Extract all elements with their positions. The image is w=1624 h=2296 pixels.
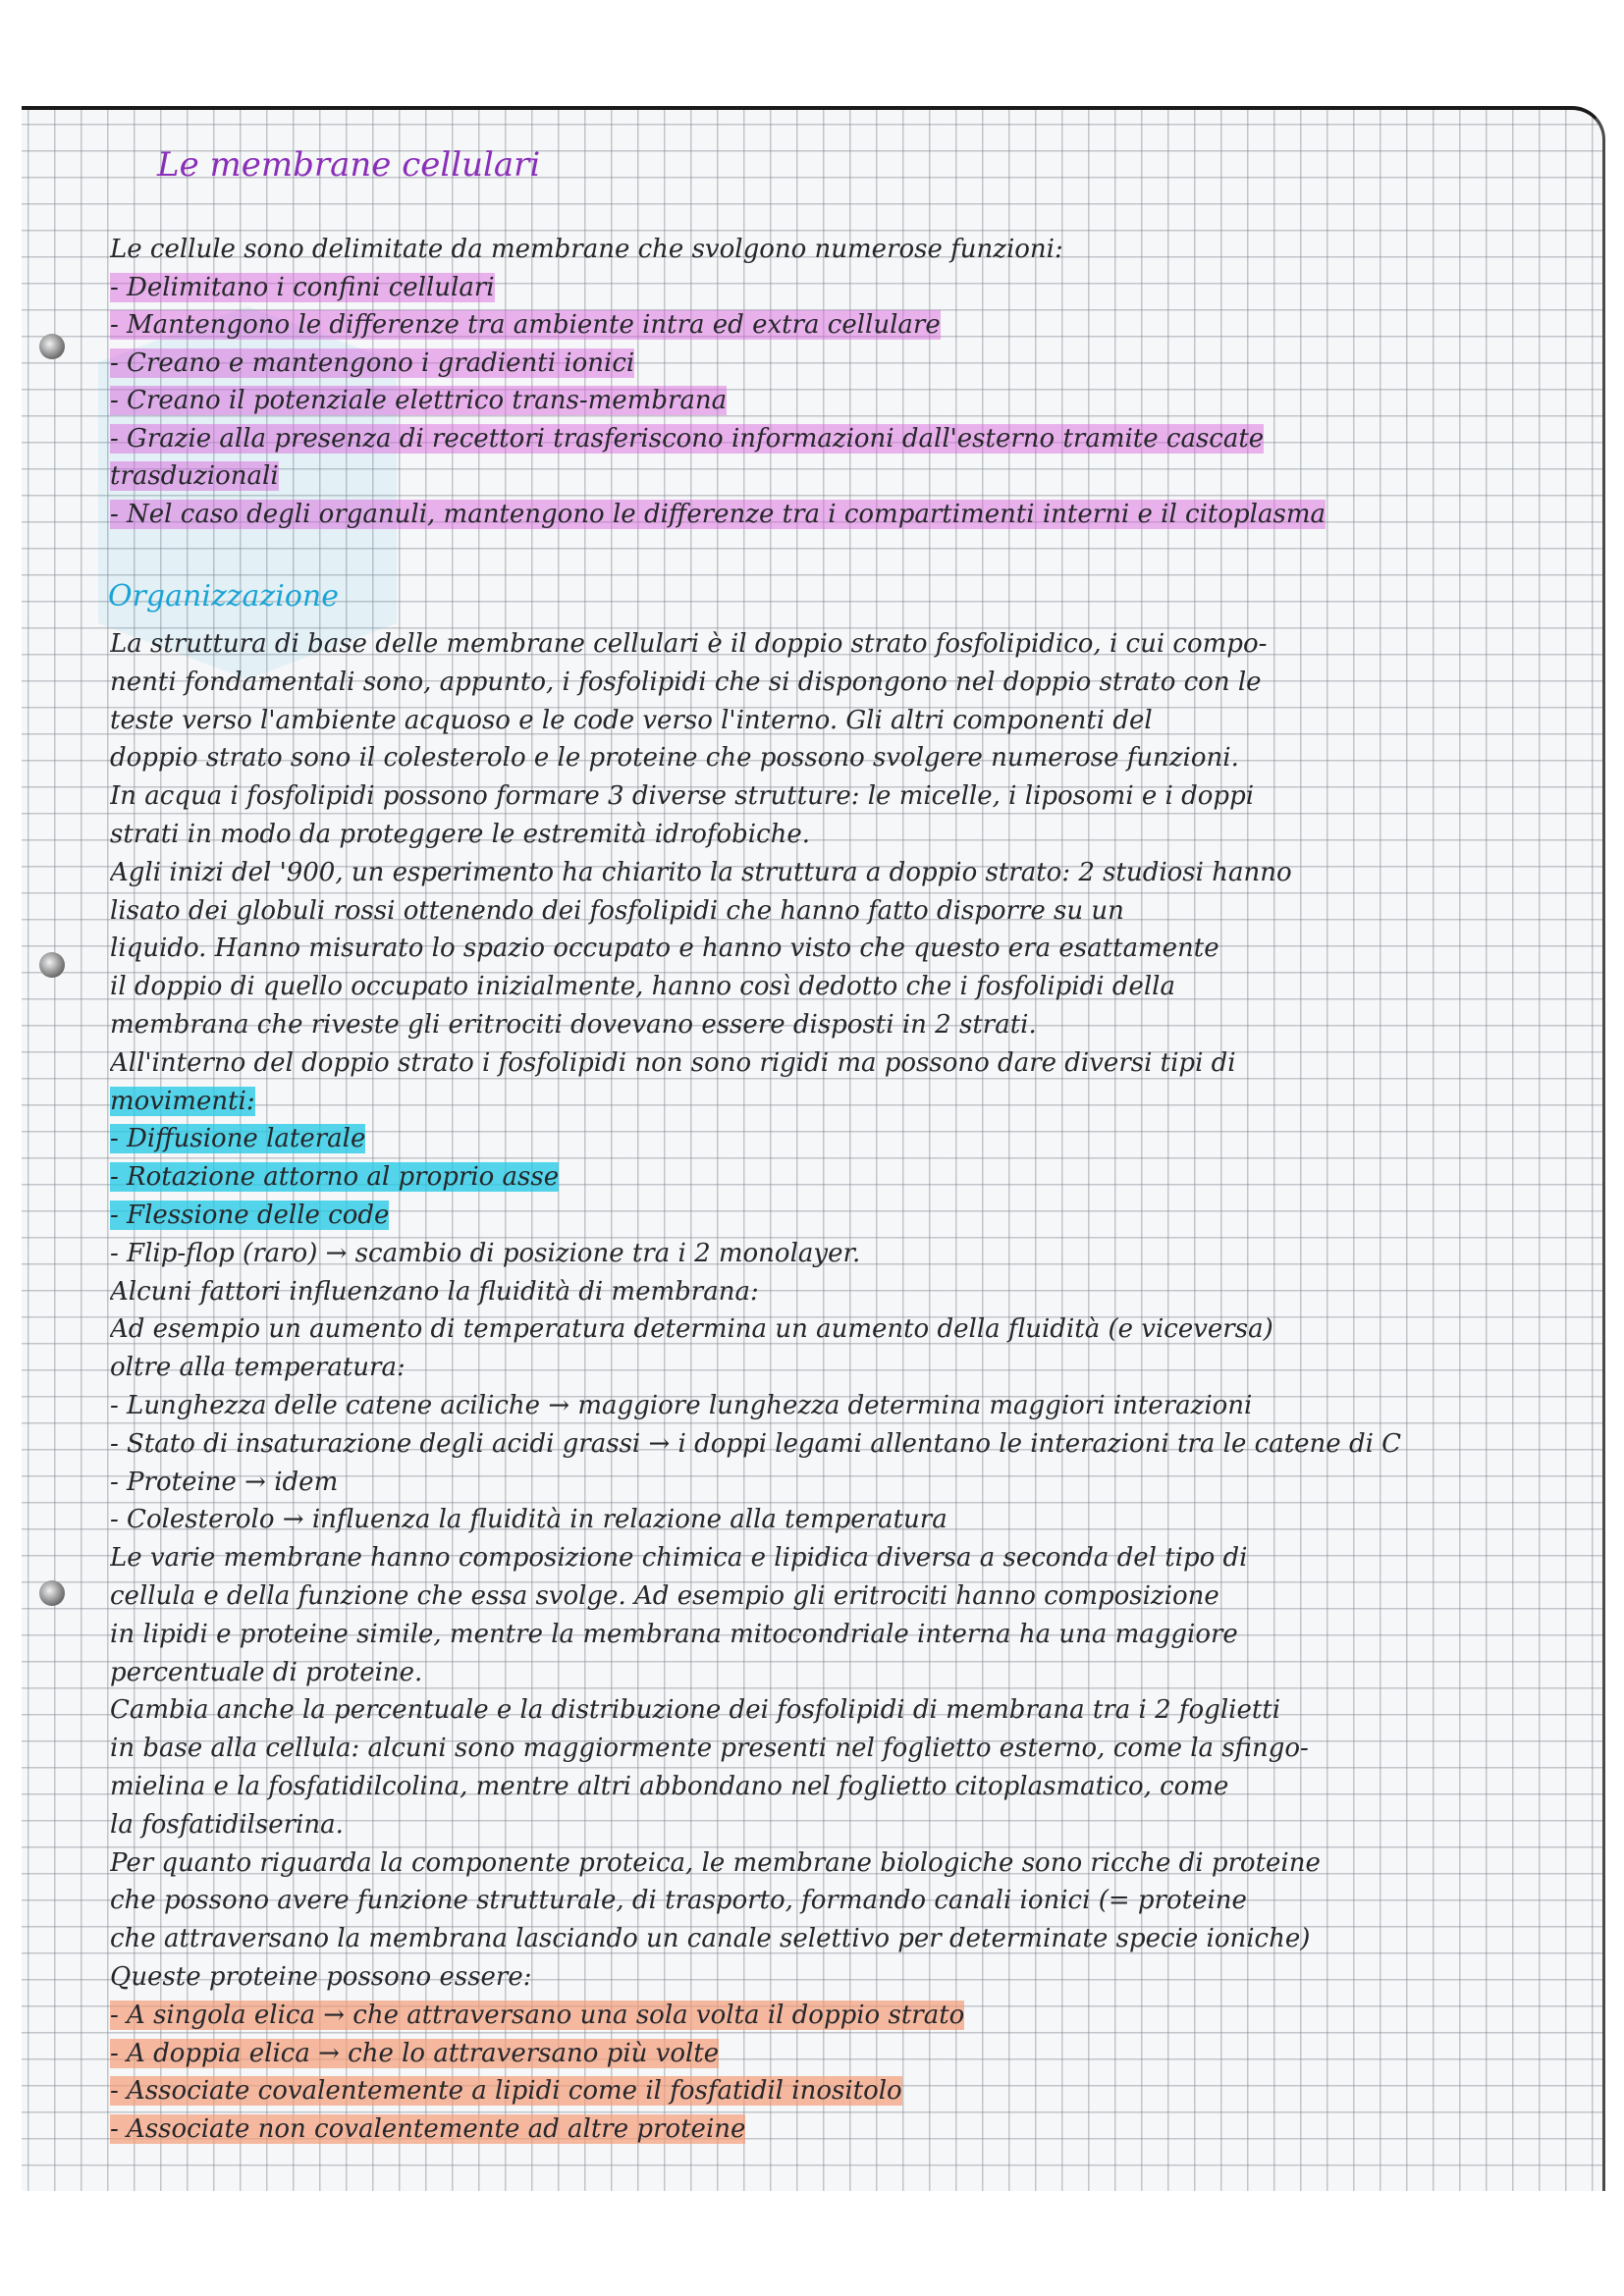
handwritten-line <box>110 705 1585 736</box>
line-text: - Associate covalentemente a lipidi come il fosfatidil inositolo <box>110 2076 902 2107</box>
line-text: - Flip-flop (raro) → scambio di posizione tra i 2 monolayer. <box>110 1238 861 1268</box>
handwritten-line <box>110 309 1585 341</box>
line-text: movimenti: <box>110 1086 255 1116</box>
line-text: che attraversano la membrana lasciando un canale selettivo per determinate specie ioniche) <box>110 1924 1311 1954</box>
handwritten-line <box>110 1352 1585 1383</box>
handwritten-line <box>110 895 1585 927</box>
line-text: - Creano e mantengono i gradienti ionici <box>110 347 635 378</box>
handwritten-line <box>110 1390 1585 1421</box>
handwritten-line <box>110 234 1585 265</box>
handwritten-line <box>110 1428 1585 1460</box>
line-text: lisato dei globuli rossi ottenendo dei fosfolipidi che hanno fatto disporre su un <box>110 895 1124 926</box>
binder-hole <box>39 952 65 978</box>
line-text: - Diffusione laterale <box>110 1124 366 1154</box>
handwritten-line <box>110 1694 1585 1726</box>
handwritten-line <box>110 1276 1585 1308</box>
line-text: in lipidi e proteine simile, mentre la membrana mitocondriale interna ha una maggiore <box>110 1619 1238 1649</box>
line-text: trasduzionali <box>110 461 279 491</box>
handwritten-line <box>110 1923 1585 1954</box>
line-text: - Lunghezza delle catene aciliche → maggiore lunghezza determina maggiori interazioni <box>110 1391 1253 1420</box>
line-text: percentuale di proteine. <box>110 1657 423 1687</box>
line-text: All'interno del doppio strato i fosfolipidi non sono rigidi ma possono dare diversi tipi di <box>110 1047 1236 1078</box>
line-text: oltre alla temperatura: <box>110 1353 406 1383</box>
line-text: Le cellule sono delimitate da membrane che svolgono numerose funzioni: <box>110 235 1063 264</box>
handwritten-line <box>110 819 1585 850</box>
line-text: Alcuni fattori influenzano la fluidità di membrana: <box>110 1276 759 1307</box>
handwritten-line <box>110 1123 1585 1154</box>
line-text: membrana che riveste gli eritrociti dovevano essere disposti in 2 strati. <box>110 1010 1037 1040</box>
handwritten-line <box>110 460 1585 492</box>
handwritten-line <box>110 1009 1585 1041</box>
binder-hole <box>39 1580 65 1606</box>
line-text: Per quanto riguarda la componente proteica, le membrane biologiche sono ricche di proteine <box>110 1847 1321 1878</box>
handwritten-line <box>110 423 1585 454</box>
line-text: La struttura di base delle membrane cellulari è il doppio strato fosfolipidico, i cui compo- <box>110 629 1268 659</box>
handwritten-line <box>110 1467 1585 1498</box>
line-text: - Grazie alla presenza di recettori trasferiscono informazioni dall'esterno tramite cascate <box>110 423 1265 454</box>
handwritten-line <box>110 1771 1585 1802</box>
handwritten-line <box>110 2038 1585 2069</box>
line-text: - Delimitano i confini cellulari <box>110 272 495 302</box>
line-text: - Creano il potenziale elettrico trans-membrana <box>110 386 728 415</box>
line-text: mielina e la fosfatidilcolina, mentre altri abbondano nel foglietto citoplasmatico, come <box>110 1772 1229 1801</box>
line-text: Queste proteine possono essere: <box>110 1962 532 1992</box>
line-text: - Flessione delle code <box>110 1201 390 1230</box>
handwritten-line <box>110 2000 1585 2031</box>
page-title: Le membrane cellulari <box>157 145 541 185</box>
line-text: che possono avere funzione strutturale, di trasporto, formando canali ionici (= proteine <box>110 1886 1247 1916</box>
line-text: - Mantengono le differenze tra ambiente intra ed extra cellulare <box>110 310 941 340</box>
section-heading: Organizzazione <box>108 579 339 614</box>
handwritten-line <box>110 1161 1585 1193</box>
handwritten-line <box>110 1619 1585 1650</box>
line-text: - A doppia elica → che lo attraversano più volte <box>110 2038 720 2068</box>
handwritten-line <box>110 1086 1585 1117</box>
handwritten-line <box>110 1657 1585 1688</box>
line-text: Ad esempio un aumento di temperatura determina un aumento della fluidità (e viceversa) <box>110 1314 1273 1345</box>
binder-hole <box>39 334 65 359</box>
handwritten-line <box>110 1047 1585 1079</box>
line-text: - Colesterolo → influenza la fluidità in relazione alla temperatura <box>110 1505 947 1535</box>
handwritten-line <box>110 1847 1585 1879</box>
handwritten-line <box>110 1961 1585 1993</box>
handwritten-line <box>110 1238 1585 1269</box>
handwritten-line <box>110 2113 1585 2145</box>
handwritten-line <box>110 2075 1585 2107</box>
line-text: - Stato di insaturazione degli acidi grassi → i doppi legami allentano le interazioni tra le catene di C <box>110 1428 1402 1459</box>
line-text: strati in modo da proteggere le estremità idrofobiche. <box>110 820 811 849</box>
line-text: teste verso l'ambiente acquoso e le code verso l'interno. Gli altri componenti del <box>110 705 1153 735</box>
handwritten-line <box>110 1580 1585 1612</box>
handwritten-line <box>110 347 1585 379</box>
line-text: - Rotazione attorno al proprio asse <box>110 1162 560 1193</box>
line-text: il doppio di quello occupato inizialmente, hanno così dedotto che i fosfolipidi della <box>110 972 1175 1002</box>
handwritten-line <box>110 385 1585 416</box>
line-text: In acqua i fosfolipidi possono formare 3 diverse strutture: le micelle, i liposomi e i doppi <box>110 781 1255 812</box>
line-text: - A singola elica → che attraversano una sola volta il doppio strato <box>110 2000 965 2030</box>
handwritten-line <box>110 1504 1585 1535</box>
line-text: Le varie membrane hanno composizione chimica e lipidica diversa a seconda del tipo di <box>110 1543 1248 1574</box>
handwritten-line <box>110 1885 1585 1916</box>
line-text: - Associate non covalentemente ad altre proteine <box>110 2114 746 2145</box>
line-text: - Proteine → idem <box>110 1467 339 1497</box>
handwritten-line <box>110 499 1585 530</box>
line-text: nenti fondamentali sono, appunto, i fosfolipidi che si dispongono nel doppio strato con le <box>110 667 1262 697</box>
line-text: Agli inizi del '900, un esperimento ha chiarito la struttura a doppio strato: 2 studiosi hanno <box>110 857 1292 887</box>
line-text: doppio strato sono il colesterolo e le proteine che possono svolgere numerose funzioni. <box>110 743 1239 774</box>
handwritten-line <box>110 667 1585 698</box>
handwritten-line <box>110 1313 1585 1345</box>
line-text: in base alla cellula: alcuni sono maggiormente presenti nel foglietto esterno, come la sfingo- <box>110 1734 1309 1764</box>
handwritten-line <box>110 1542 1585 1574</box>
handwritten-line <box>110 1733 1585 1764</box>
handwritten-line <box>110 933 1585 964</box>
line-text: Cambia anche la percentuale e la distribuzione dei fosfolipidi di membrana tra i 2 foglietti <box>110 1695 1281 1726</box>
line-text: liquido. Hanno misurato lo spazio occupato e hanno visto che questo era esattamente <box>110 934 1219 964</box>
line-text: cellula e della funzione che essa svolge. Ad esempio gli eritrociti hanno composizione <box>110 1581 1219 1611</box>
handwritten-line <box>110 272 1585 303</box>
handwritten-line <box>110 857 1585 888</box>
handwritten-line <box>110 742 1585 774</box>
handwritten-line <box>110 628 1585 660</box>
handwritten-line <box>110 1200 1585 1231</box>
handwritten-line <box>110 971 1585 1002</box>
line-text: la fosfatidilserina. <box>110 1809 344 1840</box>
line-text: - Nel caso degli organuli, mantengono le differenze tra i compartimenti interni e il citoplasma <box>110 499 1326 529</box>
handwritten-line <box>110 780 1585 812</box>
handwritten-line <box>110 1809 1585 1841</box>
